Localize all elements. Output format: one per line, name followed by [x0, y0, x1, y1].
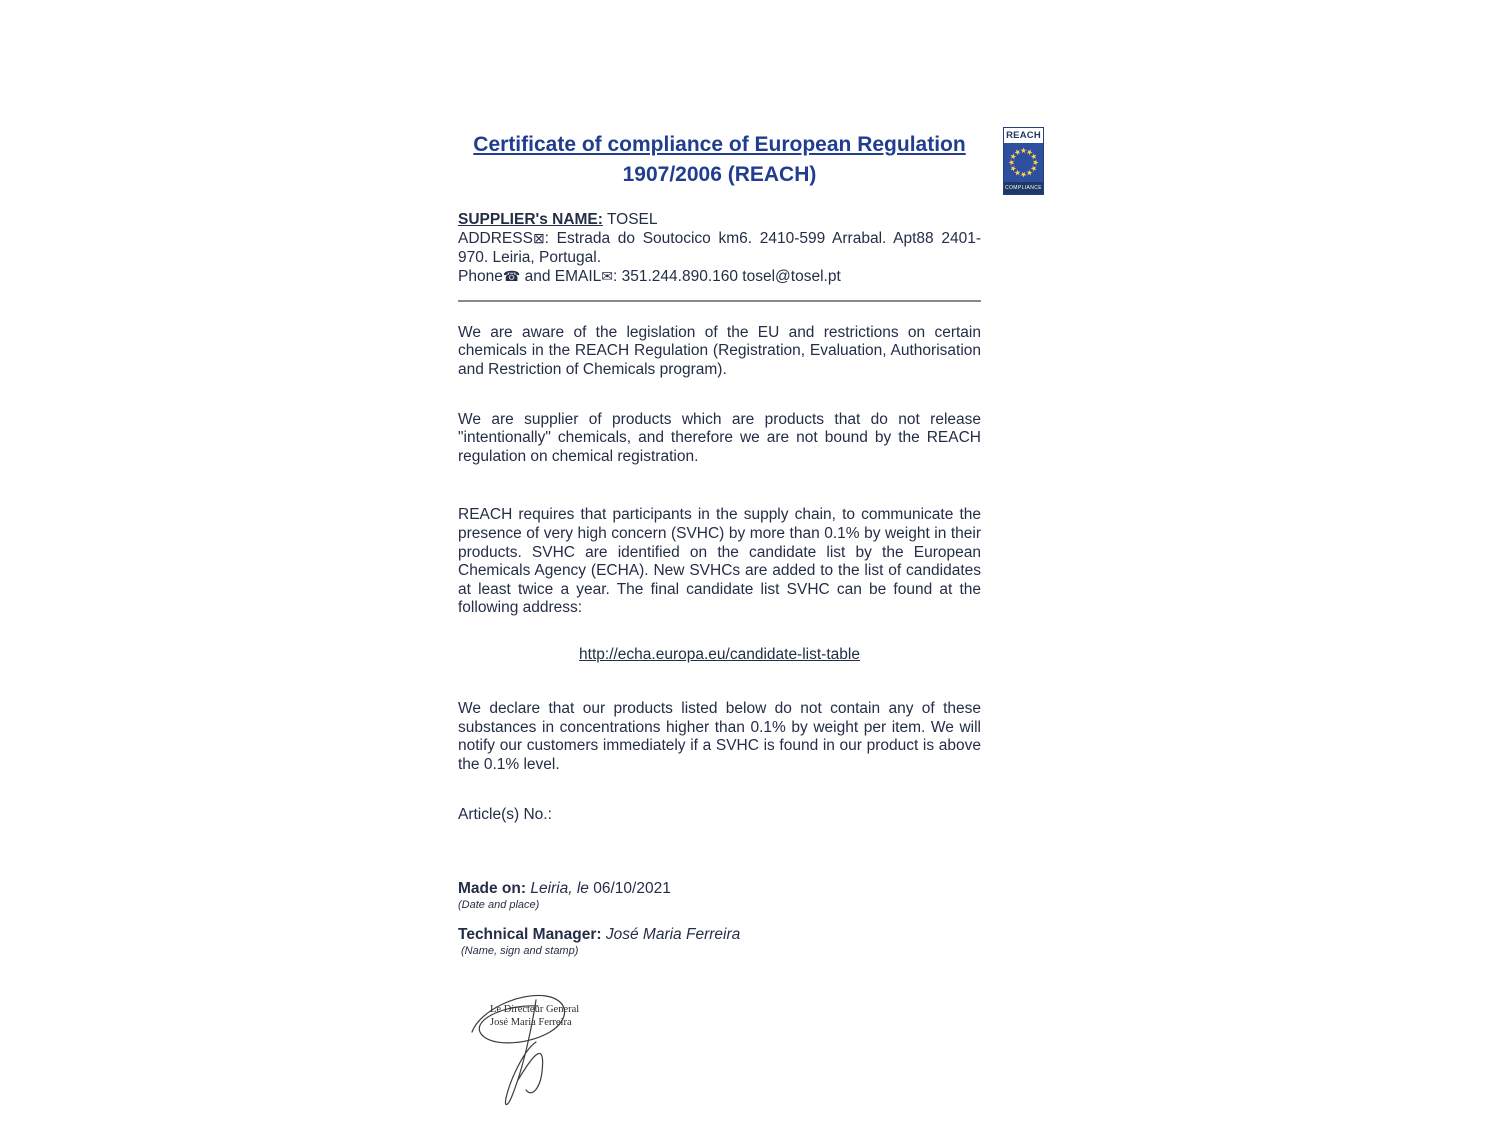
envelope-boxed-icon: ⊠ [532, 230, 545, 247]
signature-block [458, 980, 638, 1110]
signature-stamp-line-1: Le Directeur General [490, 1004, 580, 1016]
supplier-name-label: SUPPLIER's NAME: [458, 210, 603, 228]
supplier-block [458, 211, 981, 287]
signature-stamp-text [490, 1004, 579, 1029]
article-number-label: Article(s) No.: [458, 806, 552, 824]
phone-email-value: : 351.244.890.160 tosel@tosel.pt [613, 268, 841, 286]
eu-stars-icon [1004, 143, 1043, 182]
phone-icon: ☎ [502, 268, 521, 285]
made-on-subnote: (Date and place) [458, 899, 540, 912]
made-on-line [458, 880, 981, 898]
reach-compliance-logo [1003, 127, 1044, 195]
title-line-1: Certificate of compliance of European Regulation [473, 133, 966, 156]
title-line-2: 1907/2006 (REACH) [622, 163, 817, 187]
divider-line [458, 300, 981, 302]
made-on-block [458, 880, 981, 912]
signature-stamp-line-2: José Maria Ferreira [490, 1016, 572, 1028]
eu-flag-icon [1004, 143, 1043, 182]
made-on-place: Leiria, le [526, 880, 589, 898]
address-value: : Estrada do Soutocico km6. 2410-599 Arrabal. Apt88 2401-970. Leiria, Portugal. [458, 230, 981, 266]
document-page [458, 0, 981, 1110]
signature-scribble [458, 980, 638, 1110]
candidate-list-link[interactable]: http://echa.europa.eu/candidate-list-table [579, 646, 860, 663]
reach-logo-compliance-label: COMPLIANCE [1004, 182, 1043, 194]
paragraph-supplier-statement: We are supplier of products which are products that do not release "intentionally" chemicals, and therefore we are not bound by the REACH regulation on chemical registration. [458, 410, 981, 465]
page-title [458, 130, 981, 191]
technical-manager-label: Technical Manager: [458, 926, 602, 944]
address-line [458, 229, 981, 267]
phone-mid: and EMAIL [520, 268, 602, 286]
paragraph-svhc-requirement: REACH requires that participants in the supply chain, to communicate the presence of very high concern (SVHC) by more than 0.1% by weight in their products. SVHC are identified on the candidate list by the European Chemicals Agency (ECHA). New SVHCs are added to the list of candidates at least twice a year. The final candidate list SVHC can be found at the following address: [458, 506, 981, 617]
paragraph-declaration: We declare that our products listed below do not contain any of these substances in concentrations higher than 0.1% by weight per item. We will notify our customers immediately if a SVHC is found in our product is above the 0.1% level. [458, 700, 981, 773]
address-label: ADDRESS [458, 230, 533, 248]
supplier-name-line [458, 211, 981, 230]
made-on-date: 06/10/2021 [588, 880, 671, 898]
technical-manager-name: José Maria Ferreira [601, 926, 741, 944]
email-icon: ✉ [601, 268, 614, 285]
technical-manager-subnote: (Name, sign and stamp) [461, 945, 579, 958]
supplier-name-value: TOSEL [602, 210, 658, 228]
made-on-label: Made on: [458, 880, 527, 898]
reach-logo-title: REACH [1006, 130, 1041, 141]
technical-manager-line [458, 926, 981, 944]
candidate-list-link-line [458, 646, 981, 664]
paragraph-awareness: We are aware of the legislation of the EU and restrictions on certain chemicals in the REACH Regulation (Registration, Evaluation, Authorisation and Restriction of Chemicals program). [458, 323, 981, 379]
phone-label: Phone [458, 268, 503, 286]
technical-manager-block [458, 926, 981, 958]
phone-email-line [458, 267, 981, 287]
